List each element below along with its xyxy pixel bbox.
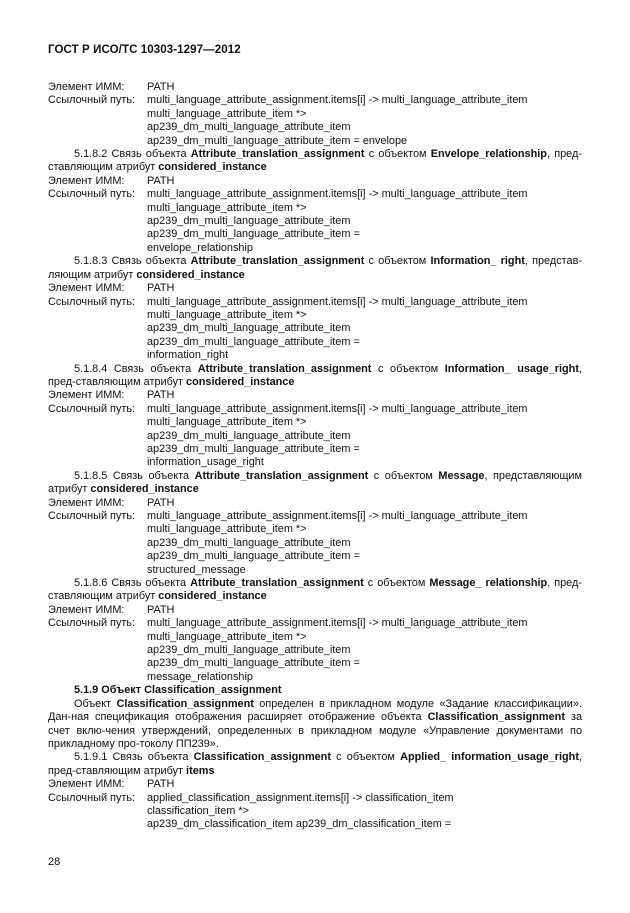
section-heading: 5.1.9 Объект Classification_assignment — [74, 684, 282, 697]
reference-path-line: multi_language_attribute_item *> — [147, 416, 307, 429]
reference-path-line: multi_language_attribute_assignment.items[i] -> multi_language_attribute_item — [147, 402, 528, 415]
element-row — [48, 604, 582, 617]
reference-path-line: multi_language_attribute_item *> — [147, 308, 307, 321]
element-label: Элемент ИММ: — [48, 778, 125, 791]
element-label: Элемент ИММ: — [48, 496, 125, 509]
element-row — [48, 282, 582, 295]
reference-path-row — [48, 510, 582, 577]
reference-path-line: ap239_dm_multi_language_attribute_item = — [147, 228, 360, 241]
element-label: Элемент ИММ: — [48, 603, 125, 616]
mapping-paragraph: 5.1.8.2 Связь объекта Attribute_translation_assignment с объектом Envelope_relationship, пред-ставляющим атрибут considered_instance — [48, 148, 582, 174]
page-number: 28 — [48, 856, 61, 868]
reference-path-line: ap239_dm_classification_item ap239_dm_classification_item = — [147, 818, 452, 831]
element-label: Элемент ИММ: — [48, 389, 125, 402]
reference-path-line: information_right — [147, 349, 229, 362]
reference-path-row — [48, 792, 582, 832]
reference-path-line: multi_language_attribute_assignment.items[i] -> multi_language_attribute_item — [147, 510, 528, 522]
reference-path-line: multi_language_attribute_assignment.items[i] -> multi_language_attribute_item — [147, 188, 528, 201]
reference-path-label: Ссылочный путь: — [48, 510, 136, 522]
element-value: PATH — [147, 778, 175, 791]
reference-path-label: Ссылочный путь: — [48, 94, 136, 107]
element-label: Элемент ИММ: — [48, 174, 125, 187]
reference-path-row — [48, 188, 582, 255]
reference-path-line: multi_language_attribute_item *> — [147, 523, 307, 536]
reference-path-line: multi_language_attribute_assignment.items[i] -> multi_language_attribute_item — [147, 295, 528, 308]
reference-path-label: Ссылочный путь: — [48, 188, 136, 201]
element-row — [48, 81, 582, 94]
reference-path-line: multi_language_attribute_assignment.items[i] -> multi_language_attribute_item — [147, 617, 528, 630]
reference-path-line: multi_language_attribute_item *> — [147, 630, 307, 643]
mapping-paragraph: 5.1.8.5 Связь объекта Attribute_translation_assignment с объектом Message, представляющим атрибут considered_instance — [48, 469, 582, 496]
reference-path-line: ap239_dm_multi_language_attribute_item — [147, 429, 351, 442]
mapping-paragraph: 5.1.8.3 Связь объекта Attribute_translation_assignment с объектом Information_ right, представ-ляющим атрибут considered_instance — [48, 255, 582, 281]
mapping-paragraph: 5.1.8.6 Связь объекта Attribute_translation_assignment с объектом Message_ relationship, пред-ставляющим атрибут considered_instance — [48, 577, 582, 603]
mapping-paragraph: 5.1.8.4 Связь объекта Attribute_translation_assignment с объектом Information_ usage_right, пред-ставляющим атрибут considered_instance — [48, 362, 582, 388]
reference-path-line: ap239_dm_multi_language_attribute_item = — [147, 442, 360, 455]
reference-path-label: Ссылочный путь: — [48, 295, 136, 308]
reference-path-row — [48, 296, 582, 363]
reference-path-line: ap239_dm_multi_language_attribute_item = envelope — [147, 134, 408, 147]
reference-path-line: multi_language_attribute_item *> — [147, 201, 307, 214]
element-value: PATH — [147, 496, 175, 509]
reference-path-line: structured_message — [147, 563, 246, 576]
element-row — [48, 497, 582, 510]
reference-path-line: applied_classification_assignment.items[i] -> classification_item — [147, 791, 454, 804]
element-label: Элемент ИММ: — [48, 81, 125, 93]
reference-path-line: ap239_dm_multi_language_attribute_item — [147, 536, 351, 549]
reference-path-label: Ссылочный путь: — [48, 617, 136, 630]
reference-path-row — [48, 617, 582, 684]
reference-path-row — [48, 403, 582, 470]
element-value: PATH — [147, 603, 175, 616]
reference-path-line: ap239_dm_multi_language_attribute_item — [147, 322, 351, 335]
reference-path-line: ap239_dm_multi_language_attribute_item = — [147, 335, 360, 348]
element-value: PATH — [147, 81, 175, 93]
reference-path-line: ap239_dm_multi_language_attribute_item = — [147, 657, 360, 670]
reference-path-label: Ссылочный путь: — [48, 402, 136, 415]
reference-path-row — [48, 94, 582, 148]
reference-path-line: ap239_dm_multi_language_attribute_item — [147, 644, 351, 657]
page-content — [48, 81, 582, 832]
reference-path-line: ap239_dm_multi_language_attribute_item — [147, 121, 351, 134]
reference-path-label: Ссылочный путь: — [48, 791, 136, 804]
reference-path-line: multi_language_attribute_item *> — [147, 107, 307, 120]
element-row — [48, 175, 582, 188]
element-value: PATH — [147, 389, 175, 402]
element-value: PATH — [147, 282, 175, 295]
element-label: Элемент ИММ: — [48, 282, 125, 295]
element-row — [48, 389, 582, 402]
reference-path-line: ap239_dm_multi_language_attribute_item = — [147, 550, 360, 563]
reference-path-line: information_usage_right — [147, 456, 264, 469]
reference-path-line: ap239_dm_multi_language_attribute_item — [147, 215, 351, 228]
element-row — [48, 778, 582, 791]
mapping-paragraph: 5.1.9.1 Связь объекта Classification_assignment с объектом Applied_ information_usage_right, пред-ставляющим атрибут items — [48, 751, 582, 777]
reference-path-line: classification_item *> — [147, 804, 249, 817]
reference-path-line: message_relationship — [147, 670, 253, 683]
reference-path-line: envelope_relationship — [147, 241, 253, 254]
reference-path-line: multi_language_attribute_assignment.items[i] -> multi_language_attribute_item — [147, 94, 528, 107]
document-header: ГОСТ Р ИСО/ТС 10303-1297—2012 — [48, 44, 241, 56]
section-intro-paragraph: Объект Classification_assignment определен в прикладном модуле «Задание классификации». Дан-ная спецификация отображения расширяет отображение объекта Classification_assignment за счет вклю-чения утверждений, определенных в прикладном модуле «Управление документами по прикладному про-токолу ПП239». — [48, 697, 582, 750]
element-value: PATH — [147, 174, 175, 187]
